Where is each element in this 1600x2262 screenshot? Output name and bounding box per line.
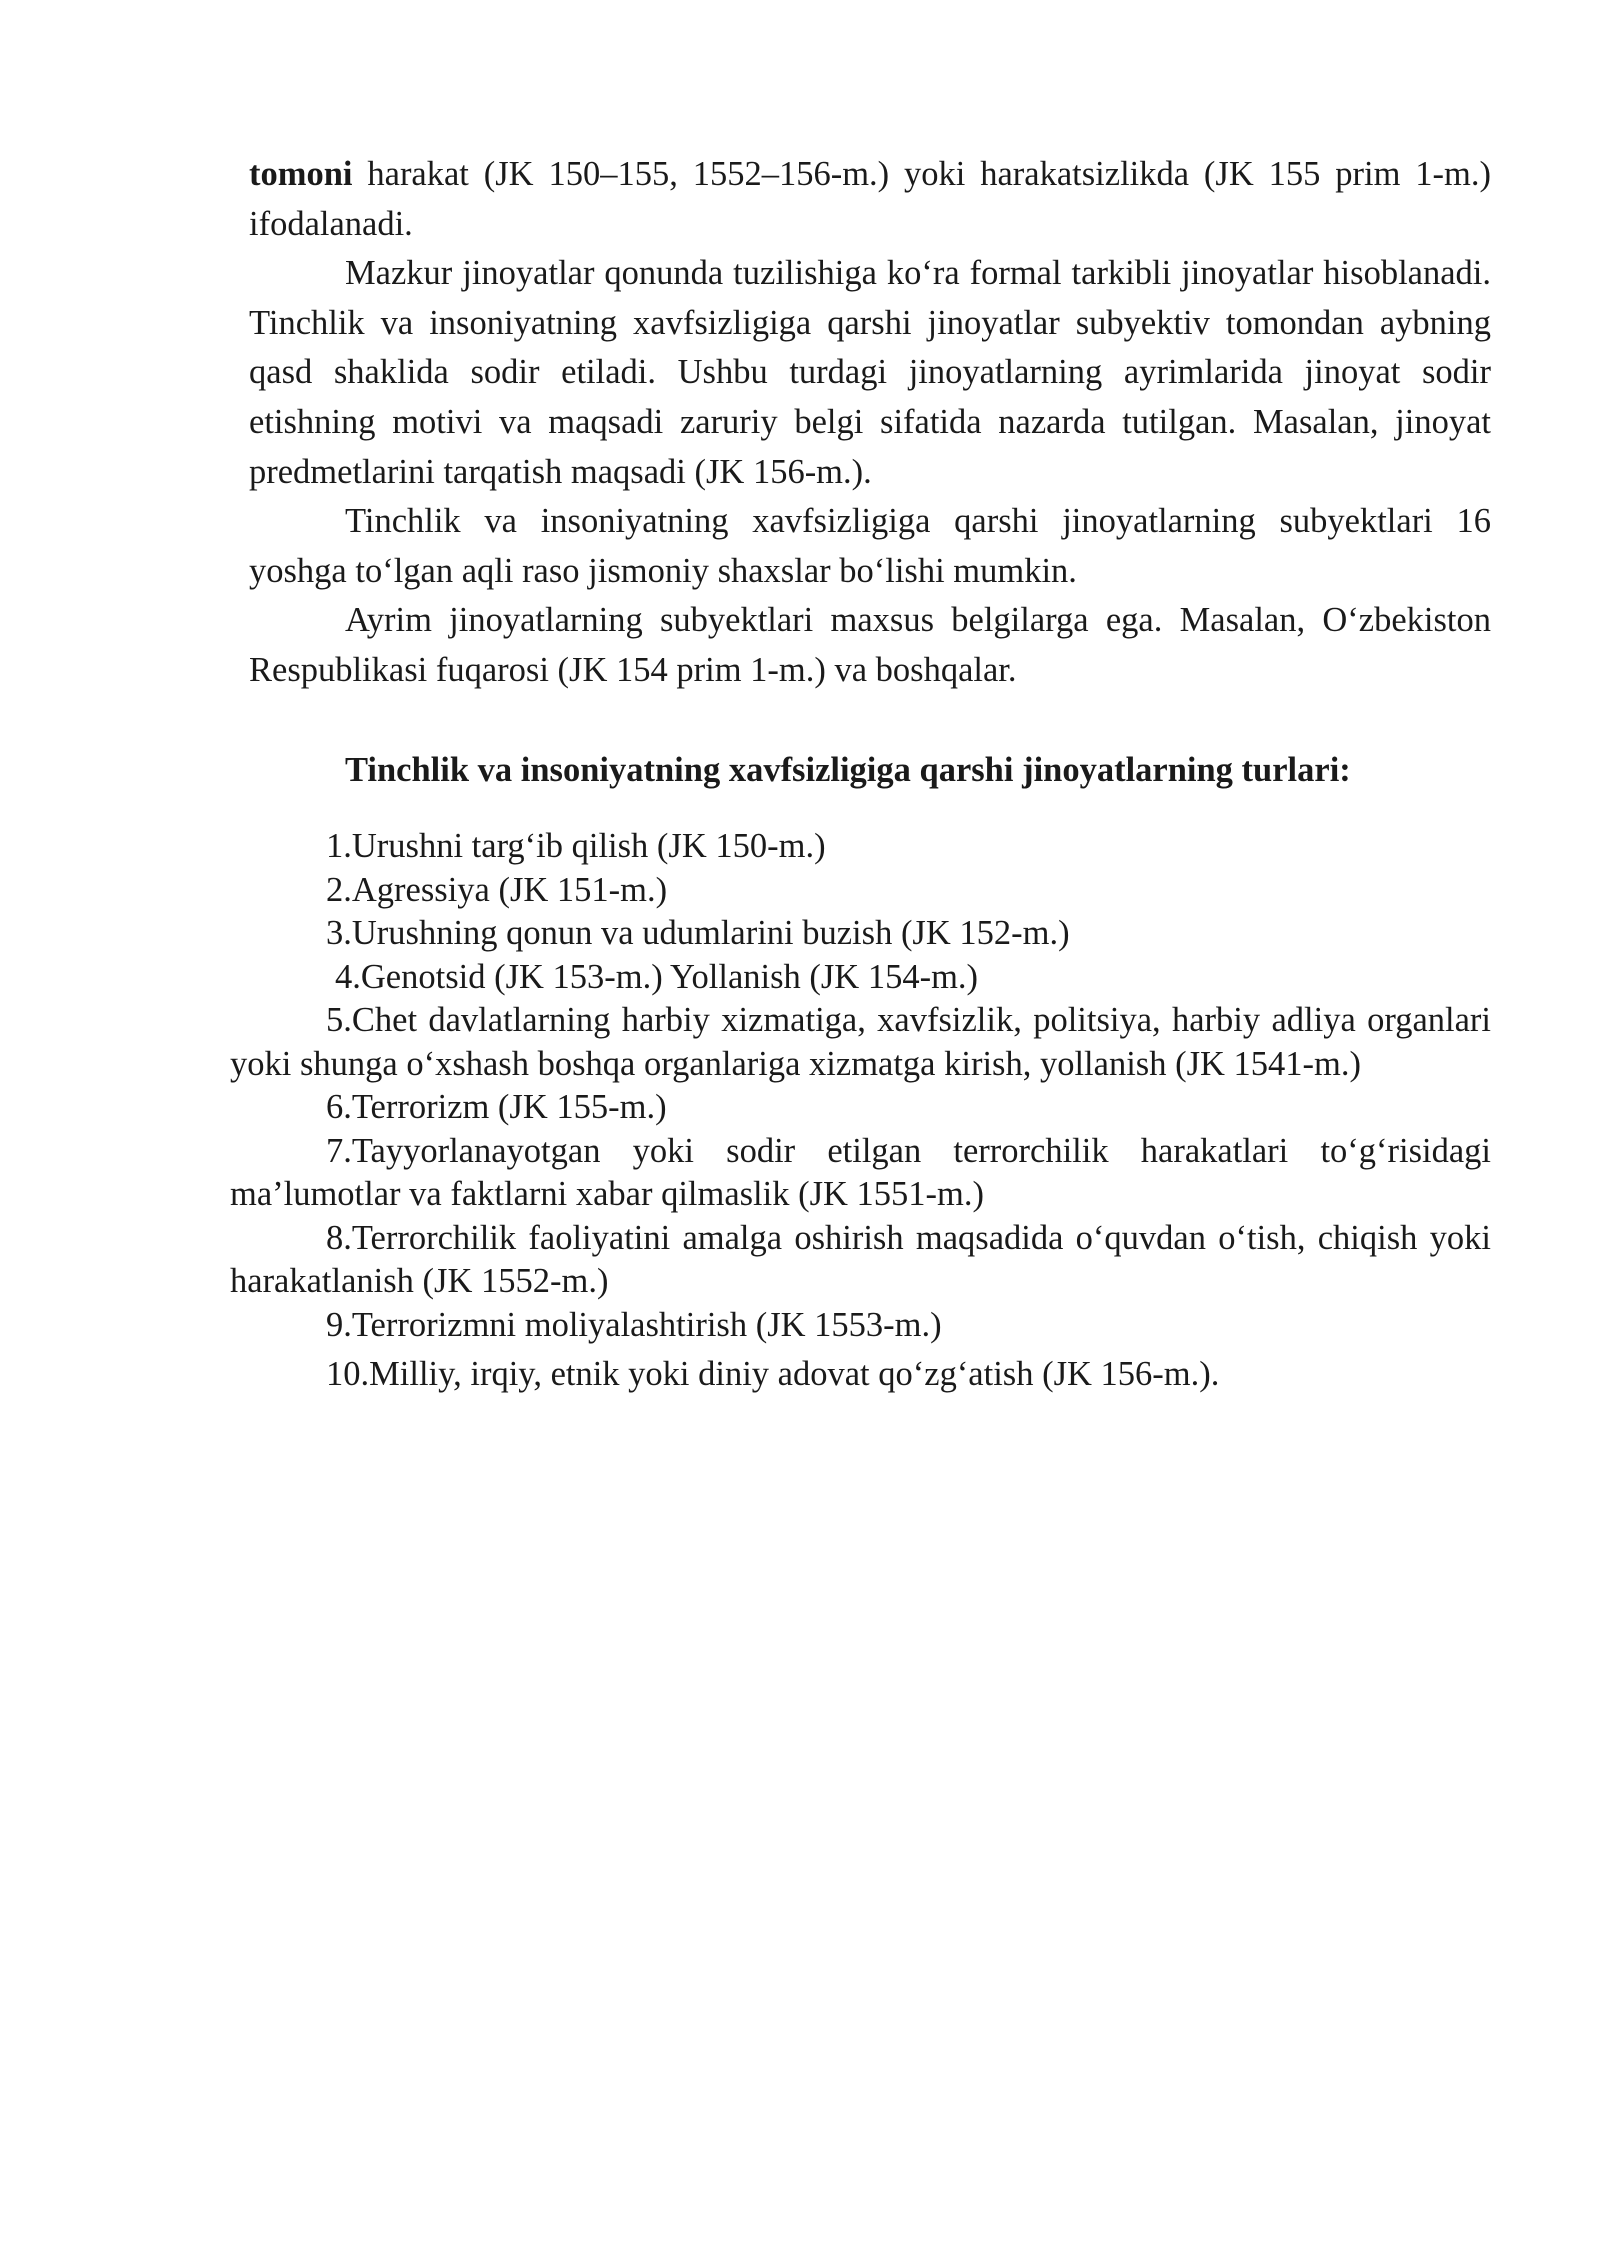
paragraph-2: Mazkur jinoyatlar qonunda tuzilishiga ko‘ra formal tarkibli jinoyatlar hisoblanadi. Tinchlik va insoniyatning xavfsizligiga qarshi jinoyatlar subyektiv tomondan aybning qasd shaklida sodir etiladi. Ushbu turdagi jinoyatlarning ayrimlarida jinoyat sodir etishning motivi va maqsadi zaruriy belgi sifatida nazarda tutilgan. Masalan, jinoyat predmetlarini tarqatish maqsadi (JK 156-m.). xyxy=(249,254,1491,491)
list-item: 8.Terrorchilik faoliyatini amalga oshirish maqsadida o‘quvdan o‘tish, chiqish yoki harakatlanish (JK 1552-m.) xyxy=(230,1218,1491,1300)
list-item: 2.Agressiya (JK 151-m.) xyxy=(326,870,668,909)
paragraph-1-bold-lead: tomoni xyxy=(249,155,353,193)
paragraph-1 xyxy=(249,150,1491,249)
paragraph-4: Ayrim jinoyatlarning subyektlari maxsus belgilarga ega. Masalan, O‘zbekiston Respublikasi fuqarosi (JK 154 prim 1-m.) va boshqalar. xyxy=(249,601,1491,689)
list-item: 4.Genotsid (JK 153-m.) Yollanish (JK 154-m.) xyxy=(335,957,979,996)
list-item: 9.Terrorizmni moliyalashtirish (JK 1553-m.) xyxy=(326,1305,942,1344)
list-item: 10.Milliy, irqiy, etnik yoki diniy adovat qo‘zg‘atish (JK 156-m.). xyxy=(326,1355,1220,1393)
section-heading: Tinchlik va insoniyatning xavfsizligiga qarshi jinoyatlarning turlari: xyxy=(345,751,1351,789)
list-item: 5.Chet davlatlarning harbiy xizmatiga, xavfsizlik, politsiya, harbiy adliya organlari yoki shunga o‘xshash boshqa organlariga xizmatga kirish, yollanish (JK 1541-m.) xyxy=(230,1001,1491,1083)
paragraph-1-text: harakat (JK 150–155, 1552–156-m.) yoki harakatsizlikda (JK 155 prim 1-m.) ifodalanadi. xyxy=(249,155,1491,243)
paragraph-3: Tinchlik va insoniyatning xavfsizligiga qarshi jinoyatlarning subyektlari 16 yoshga to‘lgan aqli raso jismoniy shaxslar bo‘lishi mumkin. xyxy=(249,502,1491,590)
list-item: 7.Tayyorlanayotgan yoki sodir etilgan terrorchilik harakatlari to‘g‘risidagi ma’lumotlar va faktlarni xabar qilmaslik (JK 1551-m.) xyxy=(230,1131,1491,1213)
list-item: 1.Urushni targ‘ib qilish (JK 150-m.) xyxy=(326,827,826,865)
intro-text-block xyxy=(249,150,1491,696)
crime-types-list xyxy=(230,825,1491,1397)
list-item: 3.Urushning qonun va udumlarini buzish (JK 152-m.) xyxy=(326,914,1070,952)
list-item: 6.Terrorizm (JK 155-m.) xyxy=(326,1088,667,1126)
